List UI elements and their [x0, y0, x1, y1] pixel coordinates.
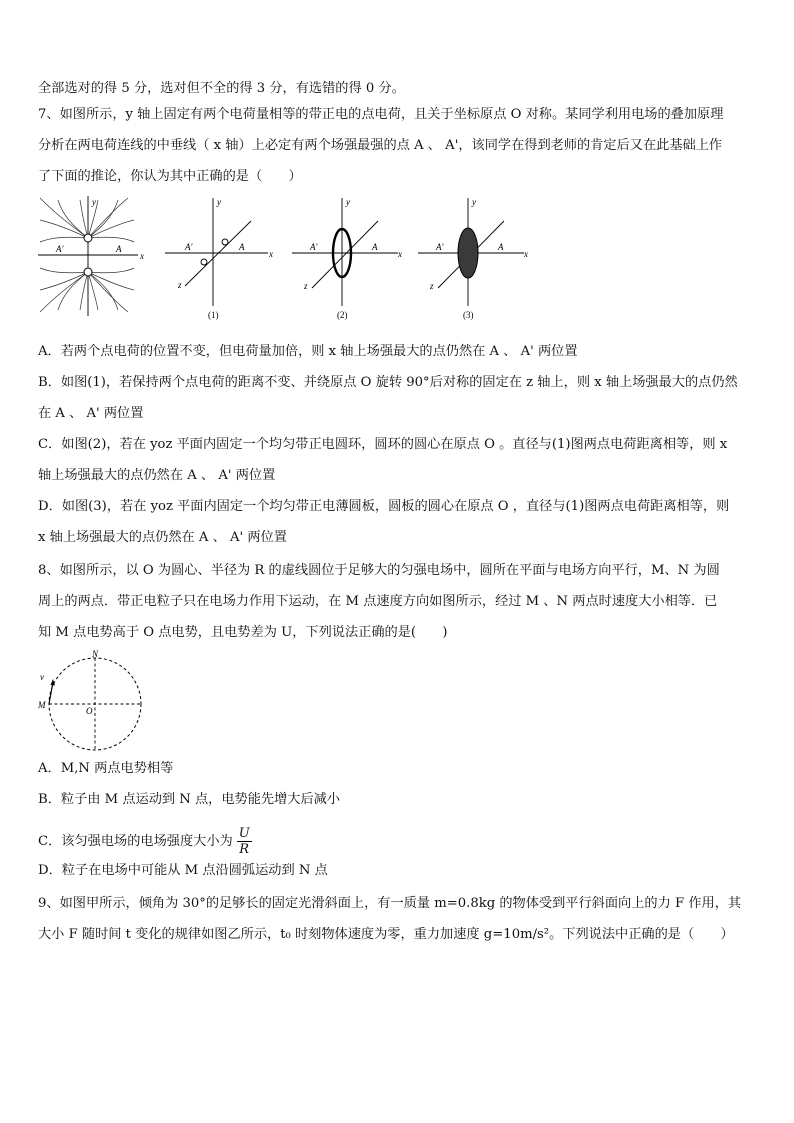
velocity-arrow — [49, 682, 53, 704]
fig0-label-x: x — [140, 251, 144, 261]
fig2-label-A: A — [372, 242, 378, 252]
q8-option-B: B．粒子由 M 点运动到 N 点，电势能先增大后减小 — [38, 792, 341, 807]
fig2-label-y: y — [346, 197, 350, 207]
q8-option-A: A．M,N 两点电势相等 — [38, 761, 174, 776]
fig3-label-y: y — [472, 197, 476, 207]
top-scoring-note: 全部选对的得 5 分，选对但不全的得 3 分，有选错的得 0 分。 — [38, 81, 405, 96]
figure-2 — [292, 197, 402, 320]
q7-stem-line-2: 分析在两电荷连线的中垂线（ x 轴）上必定有两个场强最强的点 A 、 A'，该同学在得到老师的肯定后又在此基础上作 — [38, 138, 723, 153]
q7-option-C-line-2: 轴上场强最大的点仍然在 A 、 A' 两位置 — [38, 468, 276, 483]
q8-label-v: v — [40, 672, 44, 682]
fig2-label-z: z — [304, 281, 308, 291]
q8-option-C-prefix: C．该匀强电场的电场强度大小为 — [38, 833, 233, 849]
figure-1 — [165, 197, 273, 320]
q7-option-C-line-1: C．如图(2)，若在 yoz 平面内固定一个均匀带正电圆环，圆环的圆心在原点 O 。直径与(1)图两点电荷距离相等，则 x — [38, 437, 728, 452]
fig1-caption: (1) — [208, 310, 219, 320]
q7-option-B-line-2: 在 A 、 A' 两位置 — [38, 406, 144, 421]
q7-figures — [38, 196, 538, 324]
q8-circle-figure — [36, 648, 156, 754]
fig3-label-A-prime: A' — [436, 242, 444, 252]
q7-option-D-line-2: x 轴上场强最大的点仍然在 A 、 A' 两位置 — [38, 530, 287, 545]
q7-option-A: A．若两个点电荷的位置不变，但电荷量加倍，则 x 轴上场强最大的点仍然在 A 、 A' 两位置 — [38, 344, 578, 359]
q7-stem-line-3: 了下面的推论，你认为其中正确的是（ ） — [38, 169, 302, 184]
q8-option-D: D．粒子在电场中可能从 M 点沿圆弧运动到 N 点 — [38, 863, 328, 878]
fig1-label-z: z — [178, 280, 182, 290]
q9-stem-line-2: 大小 F 随时间 t 变化的规律如图乙所示，t₀ 时刻物体速度为零，重力加速度 g=10m/s²。下列说法中正确的是（ ） — [38, 927, 734, 942]
fraction-numerator: U — [238, 826, 250, 841]
fig0-label-A-prime: A' — [56, 244, 64, 254]
q8-label-O: O — [86, 706, 93, 716]
q8-label-N: N — [92, 649, 99, 659]
q8-stem-line-1: 8、如图所示，以 O 为圆心、半径为 R 的虚线圆位于足够大的匀强电场中，圆所在平面与电场方向平行，M、N 为圆 — [38, 563, 720, 578]
q8-label-M: M — [38, 700, 46, 710]
fraction-denominator: R — [239, 842, 250, 857]
fig0-label-y: y — [92, 197, 96, 207]
fig3-label-A: A — [498, 242, 504, 252]
figure-3 — [418, 197, 528, 320]
fig3-label-z: z — [430, 281, 434, 291]
fig3-caption: (3) — [463, 310, 474, 320]
fig2-label-x: x — [398, 249, 402, 259]
q8-option-C — [38, 826, 252, 857]
q9-stem-line-1: 9、如图甲所示，倾角为 30°的足够长的固定光滑斜面上，有一质量 m=0.8kg 的物体受到平行斜面向上的力 F 作用，其 — [38, 896, 742, 911]
q8-stem-line-3: 知 M 点电势高于 O 点电势，且电势差为 U，下列说法正确的是( ) — [38, 625, 448, 640]
q7-stem-line-1: 7、如图所示，y 轴上固定有两个电荷量相等的带正电的点电荷，且关于坐标原点 O 对称。某同学利用电场的叠加原理 — [38, 107, 724, 122]
fig1-label-x: x — [269, 249, 273, 259]
fig2-caption: (2) — [337, 310, 348, 320]
q7-option-B-line-1: B．如图(1)，若保持两个点电荷的距离不变、并绕原点 O 旋转 90°后对称的固定在 z 轴上，则 x 轴上场强最大的点仍然 — [38, 375, 738, 390]
fig2-label-A-prime: A' — [310, 242, 318, 252]
fig1-label-A: A — [239, 242, 245, 252]
q7-option-D-line-1: D．如图(3)，若在 yoz 平面内固定一个均匀带正电薄圆板，圆板的圆心在原点 O ，直径与(1)图两点电荷距离相等，则 — [38, 499, 730, 514]
field-lines-figure — [38, 196, 144, 316]
fig1-label-y: y — [217, 197, 221, 207]
fig0-label-A: A — [116, 244, 122, 254]
q8-option-C-fraction — [237, 826, 252, 857]
fig1-label-A-prime: A' — [185, 242, 193, 252]
q8-stem-line-2: 周上的两点．带正电粒子只在电场力作用下运动，在 M 点速度方向如图所示，经过 M 、N 两点时速度大小相等．已 — [38, 594, 718, 609]
fig3-label-x: x — [524, 249, 528, 259]
